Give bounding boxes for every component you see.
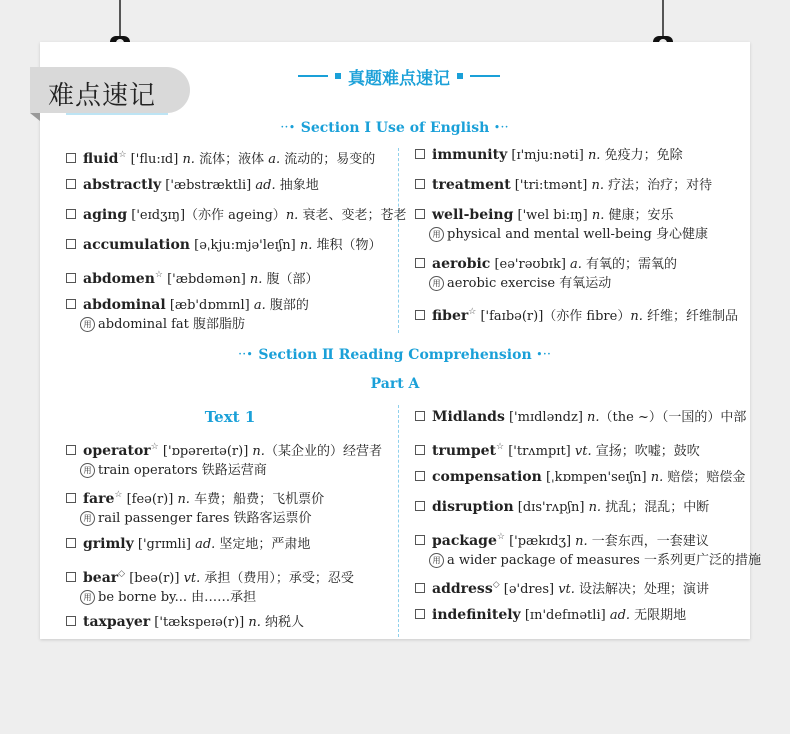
part-of-speech: n. <box>630 309 643 324</box>
pronunciation: [eə'rəʊbɪk] <box>490 257 571 272</box>
part-of-speech: n. <box>588 500 602 515</box>
part-of-speech: vt. <box>183 571 201 586</box>
headword: Midlands <box>432 409 505 425</box>
entry-line <box>415 176 712 195</box>
checkbox-icon <box>415 149 425 159</box>
headword: address <box>432 581 493 597</box>
title-dash-left <box>298 75 328 77</box>
dots-icon: ··• <box>238 350 254 360</box>
checkbox-icon <box>66 493 76 503</box>
text-heading: Text 1 <box>204 408 256 426</box>
entry-line <box>66 565 354 588</box>
definition: 流动的；易变的 <box>280 152 376 167</box>
entry-line <box>66 266 319 289</box>
definition: 抽象地 <box>275 178 319 193</box>
headword: grimly <box>83 536 134 552</box>
tab-underline <box>66 113 168 115</box>
section-heading-1 <box>40 120 750 136</box>
pronunciation: [beə(r)] <box>125 571 184 586</box>
column-divider <box>398 405 399 637</box>
vocab-entry <box>66 535 310 554</box>
pronunciation: ['wel bi:ɪŋ] <box>513 208 592 223</box>
frequency-mark-icon: ☆ <box>154 270 163 280</box>
checkbox-icon <box>415 310 425 320</box>
pronunciation: [ɪ'mju:nəti] <box>507 148 588 163</box>
headword: abdomen <box>83 271 155 287</box>
entry-line <box>66 438 382 461</box>
definition: 设法解决；处理；演讲 <box>574 582 710 597</box>
section-tab <box>30 67 190 113</box>
headword: indefinitely <box>432 607 521 623</box>
pronunciation: ['pækɪdʒ] <box>504 534 576 549</box>
usage-icon: 用 <box>80 463 95 478</box>
frequency-mark-icon: ☆ <box>496 442 505 452</box>
example-text: abdominal fat 腹部脂肪 <box>98 317 246 332</box>
headword: compensation <box>432 469 542 485</box>
checkbox-icon <box>66 616 76 626</box>
usage-icon: 用 <box>429 276 444 291</box>
entry-line <box>66 206 406 225</box>
checkbox-icon <box>415 471 425 481</box>
pronunciation: ['grɪmli] <box>133 537 196 552</box>
entry-line <box>66 613 304 632</box>
usage-example <box>429 551 761 570</box>
checkbox-icon <box>415 609 425 619</box>
usage-example <box>429 274 677 293</box>
entry-line <box>415 498 709 517</box>
vocab-entry <box>66 486 324 528</box>
vocab-entry <box>415 576 709 599</box>
headword: bear <box>83 570 119 586</box>
headword: disruption <box>432 499 514 515</box>
definition: 腹部的 <box>265 298 309 313</box>
definition: 免疫力；免除 <box>600 148 683 163</box>
section-heading-text: Section Ⅱ Reading Comprehension <box>258 347 532 363</box>
checkbox-icon <box>66 153 76 163</box>
entry-line <box>415 528 761 551</box>
dots-icon: •·· <box>494 123 510 133</box>
part-of-speech: ad. <box>609 608 631 623</box>
hanger-string-left <box>119 0 121 38</box>
checkbox-icon <box>415 501 425 511</box>
checkbox-icon <box>415 445 425 455</box>
definition: 堆积（物） <box>312 238 382 253</box>
headword: immunity <box>432 147 508 163</box>
checkbox-icon <box>415 411 425 421</box>
part-of-speech: ad. <box>195 537 216 552</box>
title-dash-right <box>470 75 500 77</box>
entry-line <box>415 146 683 165</box>
vocab-entry <box>415 146 683 165</box>
definition: 健康；安乐 <box>604 208 674 223</box>
part-of-speech: a. <box>268 152 281 167</box>
pronunciation: ['mɪdləndz] <box>504 410 588 425</box>
definition: 承担（费用）；承受；忍受 <box>200 571 354 586</box>
vocab-entry <box>66 236 382 255</box>
example-text: be borne by... 由……承担 <box>98 590 257 605</box>
usage-example <box>80 461 382 480</box>
definition: （某企业的）经营者 <box>264 444 382 459</box>
pronunciation: [dɪs'rʌpʃn] <box>513 500 589 515</box>
part-of-speech: n. <box>591 208 605 223</box>
entry-line <box>415 606 686 625</box>
frequency-mark-icon: ◇ <box>492 580 500 590</box>
vocab-entry <box>66 266 319 289</box>
part-of-speech: ad. <box>255 178 276 193</box>
headword: well-being <box>432 207 514 223</box>
frequency-mark-icon: ◇ <box>118 569 126 579</box>
section-heading-2 <box>40 347 750 363</box>
entry-line <box>415 468 745 487</box>
frequency-mark-icon: ☆ <box>496 532 505 542</box>
entry-line <box>66 486 324 509</box>
usage-example <box>80 315 309 334</box>
vocab-entry <box>66 146 375 169</box>
part-of-speech: n. <box>177 492 190 507</box>
part-of-speech: a. <box>570 257 582 272</box>
checkbox-icon <box>415 179 425 189</box>
example-text: physical and mental well-being 身心健康 <box>447 227 708 242</box>
definition: 有氧的；需氧的 <box>581 257 678 272</box>
usage-icon: 用 <box>80 511 95 526</box>
pronunciation: ['æbstræktli] <box>161 178 256 193</box>
checkbox-icon <box>66 273 76 283</box>
entry-line <box>66 236 382 255</box>
part-of-speech: n. <box>587 148 601 163</box>
headword: aging <box>83 207 128 223</box>
checkbox-icon <box>66 209 76 219</box>
checkbox-icon <box>66 179 76 189</box>
definition: 宣扬；吹嘘；鼓吹 <box>591 444 700 459</box>
part-of-speech: n. <box>587 410 600 425</box>
part-heading-text: Part A <box>370 376 420 392</box>
frequency-mark-icon: ☆ <box>118 150 127 160</box>
section-heading-text: Section Ⅰ Use of English <box>300 120 490 136</box>
definition: （the ~）（一国的）中部 <box>599 410 747 425</box>
definition: 纤维；纤维制品 <box>642 309 738 324</box>
checkbox-icon <box>415 209 425 219</box>
tab-fold <box>30 113 40 121</box>
definition: 腹（部） <box>262 272 319 287</box>
vocab-entry <box>415 408 746 427</box>
entry-line <box>66 535 310 554</box>
pronunciation: ['eɪdʒɪŋ]（亦作 ageing） <box>127 208 286 223</box>
part-of-speech: n. <box>650 470 664 485</box>
entry-line <box>66 176 319 195</box>
part-of-speech: n. <box>182 152 195 167</box>
vocab-entry <box>415 498 709 517</box>
headword: treatment <box>432 177 511 193</box>
column-divider <box>398 148 399 333</box>
vocab-entry <box>415 468 745 487</box>
pronunciation: [feə(r)] <box>122 492 178 507</box>
checkbox-icon <box>415 535 425 545</box>
part-of-speech: n. <box>591 178 604 193</box>
usage-icon: 用 <box>80 590 95 605</box>
page-title-text: 真题难点速记 <box>348 68 450 89</box>
definition: 坚定地；严肃地 <box>215 537 311 552</box>
definition: 赔偿；赔偿金 <box>663 470 746 485</box>
hanger-string-right <box>662 0 664 38</box>
definition: 一套东西，一套建议 <box>587 534 709 549</box>
headword: fluid <box>83 151 119 167</box>
vocab-entry <box>415 303 738 326</box>
headword: trumpet <box>432 443 496 459</box>
part-of-speech: n. <box>252 444 265 459</box>
usage-example <box>80 588 354 607</box>
entry-line <box>415 206 708 225</box>
part-heading <box>40 376 750 392</box>
vocab-entry <box>415 438 700 461</box>
pronunciation: [ˌkɒmpen'seɪʃn] <box>541 470 651 485</box>
headword: taxpayer <box>83 614 151 630</box>
pronunciation: ['ɒpəreɪtə(r)] <box>158 444 253 459</box>
checkbox-icon <box>66 299 76 309</box>
vocab-entry <box>66 438 382 480</box>
frequency-mark-icon: ☆ <box>114 490 123 500</box>
entry-line <box>415 303 738 326</box>
definition: 疗法；治疗；对待 <box>603 178 713 193</box>
headword: abdominal <box>83 297 166 313</box>
usage-icon: 用 <box>429 553 444 568</box>
headword: fiber <box>432 308 469 324</box>
usage-example <box>429 225 708 244</box>
pronunciation: [əˌkju:mjə'leɪʃn] <box>189 238 300 253</box>
checkbox-icon <box>66 239 76 249</box>
headword: accumulation <box>83 237 190 253</box>
vocab-entry <box>415 528 761 570</box>
entry-line <box>415 576 709 599</box>
pronunciation: ['tri:tmənt] <box>510 178 592 193</box>
checkbox-icon <box>66 445 76 455</box>
part-of-speech: n. <box>248 615 261 630</box>
pronunciation: ['trʌmpɪt] <box>504 444 575 459</box>
vocab-entry <box>66 176 319 195</box>
pronunciation: [ə'dres] <box>499 582 559 597</box>
checkbox-icon <box>415 583 425 593</box>
vocab-entry <box>66 206 406 225</box>
part-of-speech: vt. <box>558 582 575 597</box>
entry-line <box>415 438 700 461</box>
dots-icon: •·· <box>536 350 552 360</box>
title-square-icon <box>457 73 463 79</box>
usage-icon: 用 <box>429 227 444 242</box>
vocab-entry <box>415 206 708 244</box>
definition: 车费；船费；飞机票价 <box>189 492 325 507</box>
vocab-entry <box>415 176 712 195</box>
part-of-speech: a. <box>253 298 266 313</box>
example-text: a wider package of measures 一系列更广泛的措施 <box>447 553 761 568</box>
tab-label: 难点速记 <box>48 81 157 111</box>
vocab-entry <box>66 565 354 607</box>
usage-example <box>80 509 324 528</box>
part-of-speech: n. <box>575 534 588 549</box>
pronunciation: [æb'dɒmɪnl] <box>165 298 254 313</box>
entry-line <box>415 408 746 427</box>
part-of-speech: n. <box>249 272 263 287</box>
usage-icon: 用 <box>80 317 95 332</box>
headword: abstractly <box>83 177 162 193</box>
entry-line <box>415 255 677 274</box>
part-of-speech: vt. <box>574 444 592 459</box>
headword: aerobic <box>432 256 491 272</box>
frequency-mark-icon: ☆ <box>468 307 477 317</box>
dots-icon: ··• <box>280 123 296 133</box>
headword: package <box>432 533 497 549</box>
part-of-speech: n. <box>299 238 313 253</box>
part-of-speech: n. <box>285 208 299 223</box>
pronunciation: [ɪn'defɪnətli] <box>520 608 610 623</box>
definition: 无限期地 <box>630 608 687 623</box>
vocab-entry <box>66 296 309 334</box>
definition: 流体；液体 <box>194 152 269 167</box>
checkbox-icon <box>66 572 76 582</box>
definition: 扰乱；混乱；中断 <box>601 500 710 515</box>
vocab-entry <box>66 613 304 632</box>
example-text: aerobic exercise 有氧运动 <box>447 276 612 291</box>
example-text: train operators 铁路运营商 <box>98 463 267 478</box>
entry-line <box>66 146 375 169</box>
pronunciation: ['faɪbə(r)]（亦作 fibre） <box>476 309 631 324</box>
pronunciation: ['flu:ɪd] <box>126 152 183 167</box>
pronunciation: ['æbdəmən] <box>162 272 250 287</box>
checkbox-icon <box>415 258 425 268</box>
checkbox-icon <box>66 538 76 548</box>
definition: 衰老、变老；苍老 <box>298 208 407 223</box>
vocab-entry <box>415 255 677 293</box>
headword: operator <box>83 443 151 459</box>
entry-line <box>66 296 309 315</box>
title-square-icon <box>335 73 341 79</box>
vocab-entry <box>415 606 686 625</box>
page-title <box>282 63 516 89</box>
example-text: rail passenger fares 铁路客运票价 <box>98 511 312 526</box>
pronunciation: ['tækspeɪə(r)] <box>150 615 249 630</box>
definition: 纳税人 <box>260 615 305 630</box>
frequency-mark-icon: ☆ <box>150 442 159 452</box>
headword: fare <box>83 491 115 507</box>
